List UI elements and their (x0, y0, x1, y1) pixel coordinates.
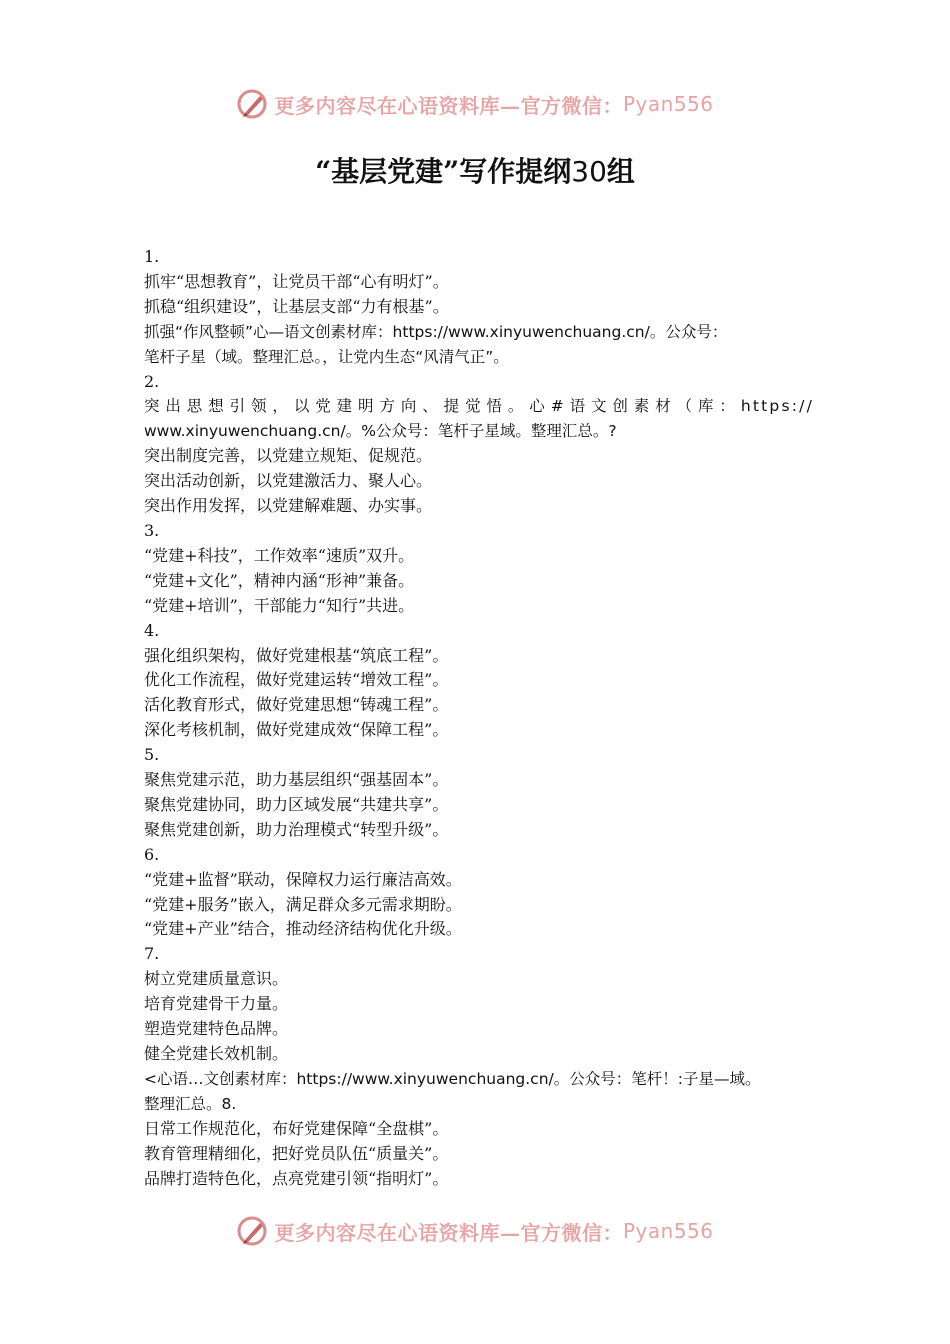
text-line: 优化工作流程，做好党建运转“增效工程”。 (144, 670, 449, 690)
text-line: 聚焦党建协同，助力区域发展“共建共享”。 (144, 794, 449, 814)
watermark-wechat: Pyan556 (622, 92, 714, 116)
text-line: 品牌打造特色化，点亮党建引领“指明灯”。 (144, 1168, 449, 1188)
text-line: 聚焦党建创新，助力治理模式“转型升级”。 (144, 819, 449, 839)
text-line: 强化组织架构，做好党建根基“筑底工程”。 (144, 645, 449, 665)
text-line: 抓牢“思想教育”，让党员干部“心有明灯”。 (144, 271, 449, 291)
section-number: 2. (144, 371, 160, 391)
document-title (0, 150, 950, 190)
title-suffix: 组 (606, 155, 635, 188)
text-line: “党建+培训”，干部能力“知行”共进。 (144, 595, 415, 615)
text-line: 树立党建质量意识。 (144, 969, 289, 989)
title-prefix: “基层党建”写作提纲 (315, 155, 572, 188)
section-number: 7. (144, 944, 160, 964)
text-line: 健全党建长效机制。 (144, 1044, 289, 1063)
section-number: 1. (144, 247, 160, 266)
text-line: “党建+文化”，精神内涵“形神”兼备。 (144, 570, 415, 590)
watermark-line: www.xinyuwenchuang.cn/。%公众号：笔杆子星域。整理汇总。? (144, 422, 617, 441)
section-number: 6. (144, 844, 160, 864)
title-number: 30 (571, 155, 607, 188)
text-line: 突出制度完善，以党建立规矩、促规范。 (144, 446, 433, 466)
text-line: 教育管理精细化，把好党员队伍“质量关”。 (144, 1143, 449, 1163)
text-line: “党建+服务”嵌入，满足群众多元需求期盼。 (144, 894, 462, 914)
watermark-line: <心语…文创素材库：https://www.xinyuwenchuang.cn/。公众号：笔杆！:子星—域。 (144, 1069, 761, 1088)
watermark-banner-top (0, 84, 950, 124)
text-line: 深化考核机制，做好党建成效“保障工程”。 (144, 720, 449, 740)
text-line: “党建+科技”，工作效率“速质”双升。 (144, 545, 415, 565)
watermark-text: 更多内容尽在心语资料库—官方微信： (274, 93, 623, 118)
section-number: 3. (144, 520, 160, 540)
section-number: 4. (144, 620, 160, 640)
pen-logo-icon (236, 1214, 270, 1248)
text-line: 突出活动创新，以党建激活力、聚人心。 (144, 471, 433, 491)
watermark-line: 笔杆子星（域。整理汇总。，让党内生态“风清气正”。 (144, 347, 509, 366)
section-number: 5. (144, 745, 160, 765)
text-line: 聚焦党建示范，助力基层组织“强基固本”。 (144, 770, 449, 790)
text-line: “党建+监督”联动，保障权力运行廉洁高效。 (144, 869, 462, 889)
watermark-banner-bottom (0, 1211, 950, 1251)
pen-logo-icon (236, 87, 270, 121)
watermark-line: 突出思想引领，以党建明方向、提觉悟。心#语文创素材（库：https:// (144, 397, 814, 416)
watermark-text: 更多内容尽在心语资料库—官方微信： (274, 1220, 623, 1245)
text-line: 日常工作规范化，布好党建保障“全盘棋”。 (144, 1118, 449, 1138)
watermark-wechat: Pyan556 (622, 1219, 714, 1243)
text-line: 活化教育形式，做好党建思想“铸魂工程”。 (144, 695, 449, 715)
text-line: 抓稳“组织建设”，让基层支部“力有根基”。 (144, 296, 449, 316)
document-body (144, 245, 814, 1191)
text-line: “党建+产业”结合，推动经济结构优化升级。 (144, 919, 462, 939)
text-line: 培育党建骨干力量。 (144, 994, 289, 1014)
text-line: 塑造党建特色品牌。 (144, 1019, 289, 1039)
watermark-line: 抓强“作风整顿”心—语文创素材库：https://www.xinyuwenchuang.cn/。公众号： (144, 322, 728, 341)
text-line: 突出作用发挥，以党建解难题、办实事。 (144, 496, 433, 516)
watermark-line: 整理汇总。8. (144, 1094, 237, 1113)
